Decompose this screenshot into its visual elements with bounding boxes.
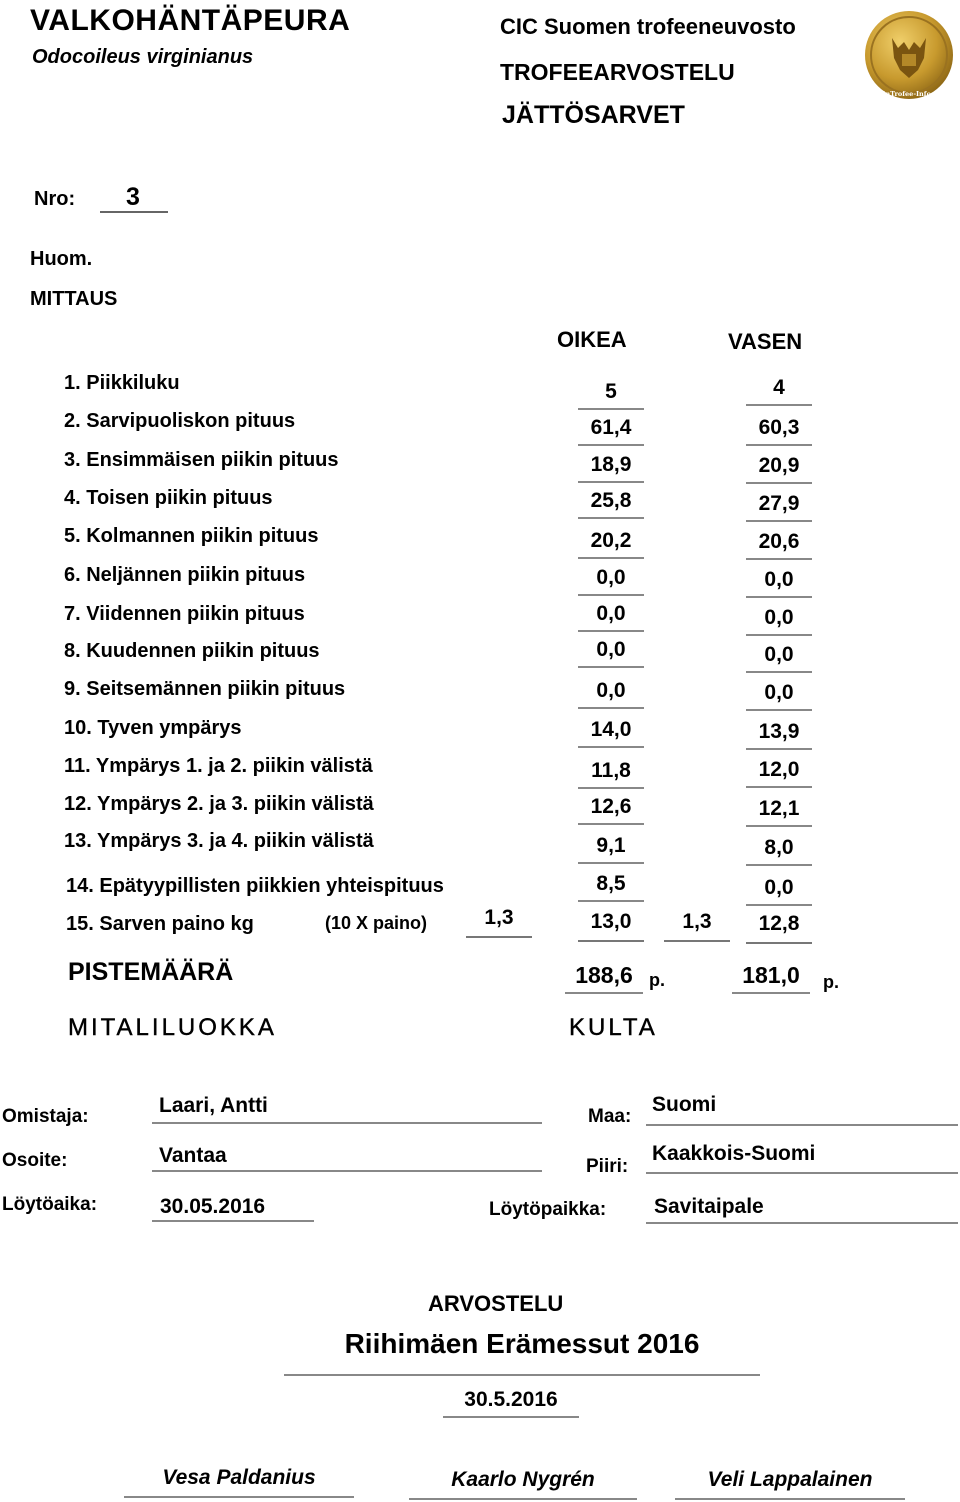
nro-value: 3 <box>126 183 140 211</box>
found-place-field <box>646 1194 958 1224</box>
row-label: 5. Kolmannen piikin pituus <box>64 525 319 547</box>
column-header-vasen: VASEN <box>728 329 803 354</box>
address-value: Vantaa <box>159 1144 227 1167</box>
row-left-value: 12,1 <box>746 797 812 827</box>
row-left-value: 0,0 <box>746 876 812 906</box>
weight-right-points-value: 13,0 <box>590 910 632 933</box>
column-header-oikea: OIKEA <box>557 327 627 352</box>
signature-2-name: Kaarlo Nygrén <box>451 1468 595 1491</box>
row-label: 13. Ympärys 3. ja 4. piikin välistä <box>64 830 374 852</box>
row-label: 10. Tyven ympärys <box>64 717 242 739</box>
score-left <box>732 962 810 994</box>
row-label: 14. Epätyypillisten piikkien yhteispituus <box>66 875 444 897</box>
district-label: Piiri: <box>586 1156 629 1177</box>
row-left-value: 0,0 <box>746 681 812 711</box>
score-right-unit: p. <box>649 970 665 990</box>
row-left-value: 12,0 <box>746 758 812 788</box>
row-right-value: 61,4 <box>578 416 644 446</box>
country-label: Maa: <box>588 1106 632 1127</box>
row-label: 7. Viidennen piikin pituus <box>64 603 305 625</box>
evaluation-date-field <box>443 1388 579 1418</box>
mittaus-heading: MITTAUS <box>30 288 118 310</box>
owner-field <box>152 1094 542 1124</box>
weight-left-points-value: 12,8 <box>758 912 800 935</box>
score-left-value: 181,0 <box>742 962 800 988</box>
row-left-value: 0,0 <box>746 643 812 673</box>
document-type: TROFEEARVOSTELU <box>500 59 735 85</box>
evaluation-date: 30.5.2016 <box>464 1388 558 1411</box>
signature-1-name: Vesa Paldanius <box>162 1466 316 1489</box>
row-right-value: 0,0 <box>578 602 644 632</box>
row-label: 2. Sarvipuoliskon pituus <box>64 410 296 432</box>
row-right-value: 8,5 <box>578 872 644 902</box>
row-label: 3. Ensimmäisen piikin pituus <box>64 449 339 471</box>
evaluation-heading: ARVOSTELU <box>428 1291 564 1316</box>
species-latin-name: Odocoileus virginianus <box>32 46 254 68</box>
weight-left-kg <box>664 910 730 942</box>
row-right-value: 14,0 <box>578 718 644 748</box>
address-label: Osoite: <box>2 1150 68 1171</box>
signature-3 <box>675 1468 905 1500</box>
score-right <box>565 962 643 994</box>
row-left-value: 60,3 <box>746 416 812 446</box>
row-label: 11. Ympärys 1. ja 2. piikin välistä <box>64 755 373 777</box>
row-left-value: 27,9 <box>746 492 812 522</box>
seal-caption: FinTrofee-Info © <box>878 90 940 98</box>
row-label: 4. Toisen piikin pituus <box>64 487 273 509</box>
row-left-value: 0,0 <box>746 606 812 636</box>
row-label: 1. Piikkiluku <box>64 372 180 394</box>
row-right-value: 5 <box>578 380 644 410</box>
row-left-value: 0,0 <box>746 568 812 598</box>
country-field <box>646 1092 958 1126</box>
signature-1 <box>124 1466 354 1498</box>
signature-3-name: Veli Lappalainen <box>707 1468 873 1491</box>
owner-label: Omistaja: <box>2 1106 89 1127</box>
nro-label: Nro: <box>34 188 76 210</box>
district-field <box>646 1142 958 1174</box>
seal-logo <box>864 8 954 108</box>
row-right-value: 9,1 <box>578 834 644 864</box>
row-left-value: 20,9 <box>746 454 812 484</box>
score-right-value: 188,6 <box>575 962 633 988</box>
evaluation-event: Riihimäen Erämessut 2016 <box>344 1328 700 1359</box>
weight-left-kg-value: 1,3 <box>682 910 712 933</box>
species-title: VALKOHÄNTÄPEURA <box>30 4 351 37</box>
found-place-value: Savitaipale <box>654 1195 764 1218</box>
row-left-value: 13,9 <box>746 720 812 750</box>
trophy-category: JÄTTÖSARVET <box>502 101 685 129</box>
row-left-value: 8,0 <box>746 836 812 866</box>
weight-right-points <box>578 910 644 942</box>
district-value: Kaakkois-Suomi <box>652 1142 816 1165</box>
row-left-value: 4 <box>746 376 812 406</box>
organization-name: CIC Suomen trofeeneuvosto <box>500 14 796 39</box>
score-left-unit: p. <box>823 972 839 992</box>
weight-left-points <box>746 912 812 944</box>
row-label: 12. Ympärys 2. ja 3. piikin välistä <box>64 793 374 815</box>
weight-multiplier: (10 X paino) <box>325 913 428 933</box>
weight-label: 15. Sarven paino kg <box>66 913 254 935</box>
found-time-field <box>152 1194 314 1222</box>
row-label: 8. Kuudennen piikin pituus <box>64 640 320 662</box>
evaluation-event-field <box>284 1326 760 1376</box>
country-value: Suomi <box>652 1093 717 1116</box>
owner-value: Laari, Antti <box>159 1094 268 1117</box>
found-time-value: 30.05.2016 <box>160 1195 266 1218</box>
row-right-value: 11,8 <box>578 759 644 789</box>
address-field <box>152 1144 542 1172</box>
huom-label: Huom. <box>30 248 93 270</box>
score-label: PISTEMÄÄRÄ <box>68 958 234 986</box>
found-place-label: Löytöpaikka: <box>489 1199 607 1220</box>
row-right-value: 18,9 <box>578 453 644 483</box>
row-left-value: 20,6 <box>746 530 812 560</box>
row-label: 6. Neljännen piikin pituus <box>64 564 306 586</box>
row-label: 9. Seitsemännen piikin pituus <box>64 678 346 700</box>
weight-right-kg-value: 1,3 <box>484 906 514 929</box>
row-right-value: 20,2 <box>578 529 644 559</box>
row-right-value: 0,0 <box>578 679 644 709</box>
row-right-value: 0,0 <box>578 566 644 596</box>
row-right-value: 12,6 <box>578 795 644 825</box>
seal-icon <box>864 8 954 108</box>
row-right-value: 25,8 <box>578 489 644 519</box>
medal-label: MITALILUOKKA <box>68 1014 277 1041</box>
row-right-value: 0,0 <box>578 638 644 668</box>
weight-right-kg <box>466 906 532 938</box>
nro-field <box>100 181 168 213</box>
found-time-label: Löytöaika: <box>2 1194 98 1215</box>
medal-value: KULTA <box>569 1014 658 1041</box>
signature-2 <box>409 1468 637 1500</box>
